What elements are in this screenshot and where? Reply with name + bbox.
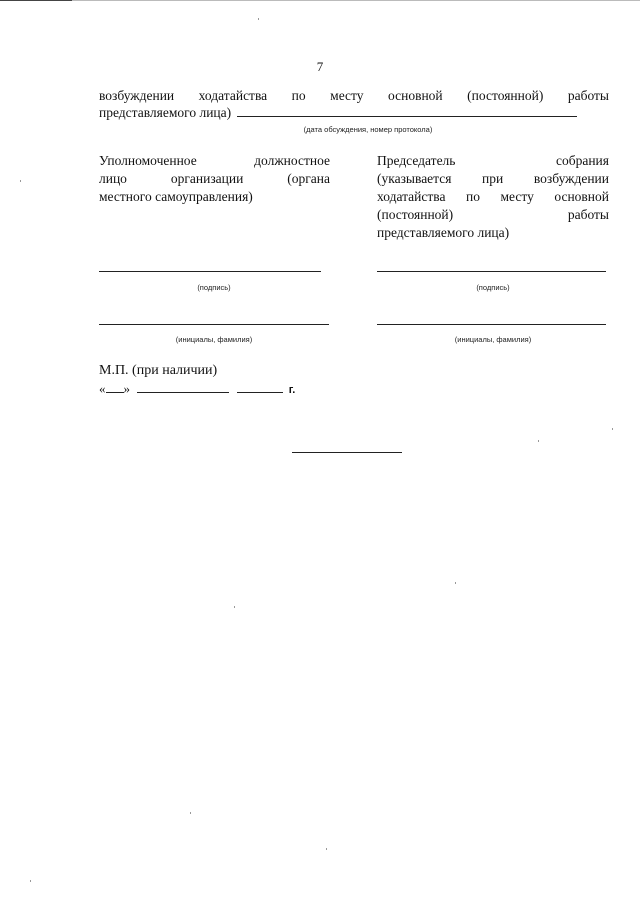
paragraph-line-2 bbox=[99, 104, 609, 121]
page-number: 7 bbox=[316, 59, 324, 74]
stamp-label: М.П. (при наличии) bbox=[99, 363, 218, 378]
intro-paragraph bbox=[99, 87, 609, 121]
scan-speck bbox=[234, 606, 235, 608]
scan-top-edge bbox=[0, 0, 72, 1]
right-name-line bbox=[377, 324, 606, 325]
left-title-line-3: местного самоуправления) bbox=[99, 189, 253, 204]
paragraph-line-1: возбуждении ходатайства по месту основной (постоянной) работы bbox=[99, 88, 609, 103]
scan-top-edge-faint bbox=[72, 0, 640, 1]
left-title-line-1: Уполномоченное должностное bbox=[99, 153, 330, 168]
scan-speck bbox=[30, 880, 31, 882]
paragraph-line-2-text: представляемого лица) bbox=[99, 105, 232, 120]
right-title-line-3: ходатайства по месту основной bbox=[377, 189, 609, 204]
day-blank bbox=[106, 380, 124, 393]
scan-speck bbox=[326, 848, 327, 850]
right-title-line-1: Председатель собрания bbox=[377, 153, 609, 168]
right-signature-line bbox=[377, 271, 606, 272]
left-title-line-2: лицо организации (органа bbox=[99, 171, 330, 186]
year-blank bbox=[237, 380, 283, 393]
date-close-quote: » bbox=[123, 381, 130, 396]
date-line bbox=[99, 380, 295, 399]
left-signature-caption: (подпись) bbox=[197, 283, 231, 292]
protocol-fill-line bbox=[237, 104, 577, 117]
date-open-quote: « bbox=[99, 381, 106, 396]
right-title-line-2: (указывается при возбуждении bbox=[377, 171, 609, 186]
right-title-line-5: представляемого лица) bbox=[377, 225, 510, 240]
year-suffix: г. bbox=[288, 384, 296, 396]
left-signature-line bbox=[99, 271, 321, 272]
scan-speck bbox=[20, 180, 21, 182]
scan-speck bbox=[190, 812, 191, 814]
month-blank bbox=[137, 380, 229, 393]
scan-speck bbox=[612, 428, 613, 430]
right-signature-caption: (подпись) bbox=[476, 283, 510, 292]
right-name-caption: (инициалы, фамилия) bbox=[454, 335, 532, 344]
left-name-line bbox=[99, 324, 329, 325]
right-title-line-4: (постоянной) работы bbox=[377, 207, 609, 222]
scan-speck bbox=[538, 440, 539, 442]
scan-speck bbox=[455, 582, 456, 584]
right-signatory-title bbox=[377, 152, 609, 242]
end-of-document-rule bbox=[292, 452, 402, 453]
protocol-caption: (дата обсуждения, номер протокола) bbox=[303, 125, 433, 134]
left-signatory-title bbox=[99, 152, 330, 206]
left-name-caption: (инициалы, фамилия) bbox=[175, 335, 253, 344]
scan-speck bbox=[258, 18, 259, 20]
